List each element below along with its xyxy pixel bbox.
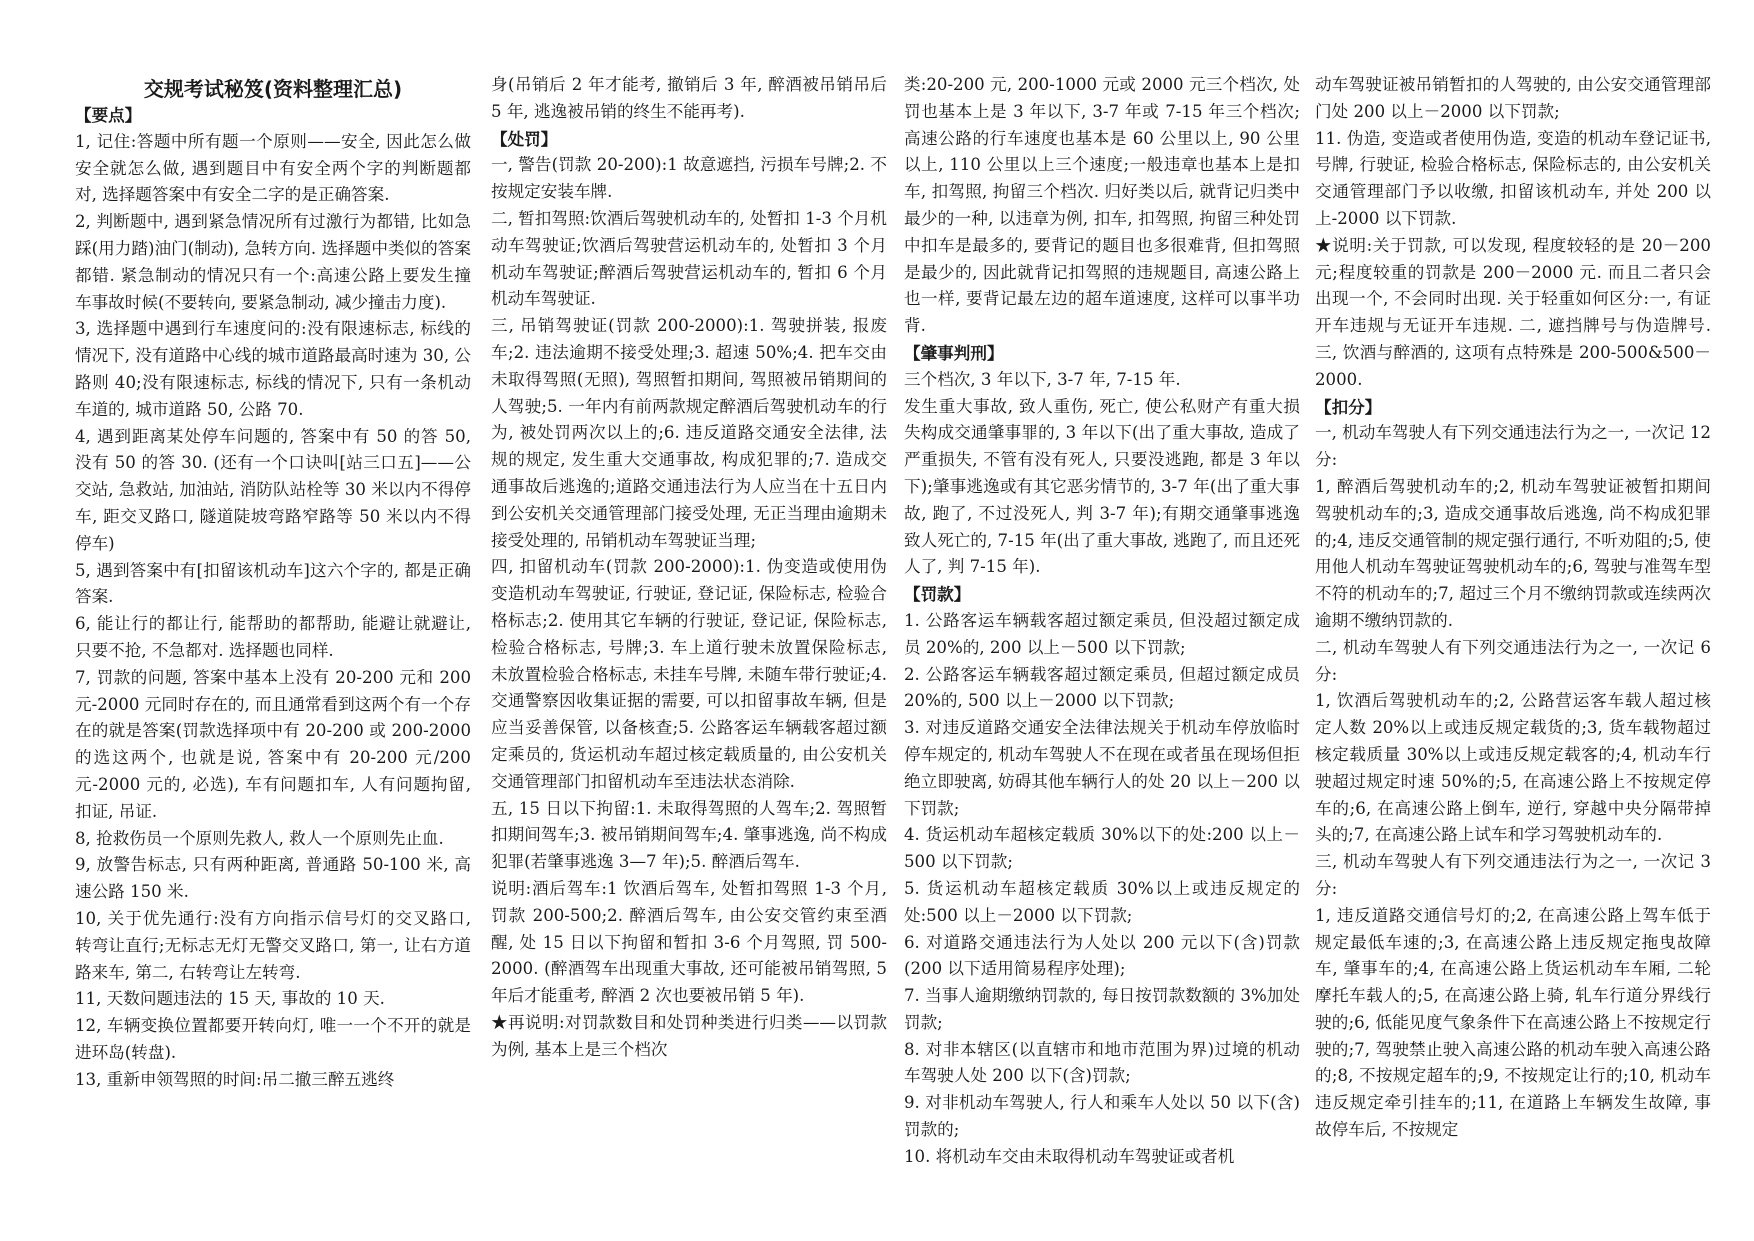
document-title: 交规考试秘笈(资料整理汇总) (143, 77, 403, 101)
paragraph: 身(吊销后 2 年才能考, 撤销后 3 年, 醉酒被吊销吊后 5 年, 逃逸被吊销的终生不能再考). (491, 75, 887, 121)
paragraph: 动车驾驶证被吊销暂扣的人驾驶的, 由公安交通管理部门处 200 以上－2000 以下罚款; (1315, 75, 1711, 121)
paragraph: 1, 记住:答题中所有题一个原则——安全, 因此怎么做安全就怎么做, 遇到题目中有安全两个字的判断题都对, 选择题答案中有安全二字的是正确答案. (75, 131, 471, 205)
paragraph: 13, 重新申领驾照的时间:吊二撤三醉五逃终 (75, 1069, 395, 1089)
section-heading: 【罚款】 (904, 584, 971, 605)
paragraph: ★再说明:对罚款数目和处罚种类进行归类——以罚款为例, 基本上是三个档次 (491, 1012, 887, 1059)
paragraph: 一, 警告(罚款 20-200):1 故意遮挡, 污损车号牌;2. 不按规定安装车牌. (491, 155, 887, 202)
paragraph: 10. 将机动车交由未取得机动车驾驶证或者机 (904, 1146, 1235, 1166)
text-column-3 (904, 72, 1300, 1182)
paragraph: 四, 扣留机动车(罚款 200-2000):1. 伪变造或使用伪变造机动车驾驶证, 行驶证, 登记证, 保险标志, 检验合格标志;2. 使用其它车辆的行驶证, 登记证, 保险标志, 检验合格标志, 号牌;3. 车上道行驶未放置保险标志, 未放置检验合格标志, 未挂车号牌, 未随车带行驶证;4. 交通警察因收集证据的需要, 可以扣留事故车辆, 但是应当妥善保管, 以备核查;5. 公路客运车辆载客超过额定乘员的, 货运机动车超过核定载质量的, 由公安机关交通管理部门扣留机动车至违法状态消除. (491, 557, 887, 791)
paragraph: 1, 违反道路交通信号灯的;2, 在高速公路上驾车低于规定最低车速的;3, 在高速公路上违反规定拖曳故障车, 肇事车的;4, 在高速公路上货运机动车车厢, 二轮摩托车载人的;5, 在高速公路上骑, 轧车行道分界线行驶的;6, 低能见度气象条件下在高速公路上不按规定行驶的;7, 驾驶禁止驶入高速公路的机动车驶入高速公路的;8, 不按规定超车的;9, 不按规定让行的;10, 机动车违反规定牵引挂车的;11, 在道路上车辆发生故障, 事故停车后, 不按规定 (1315, 905, 1711, 1140)
paragraph: 11. 伪造, 变造或者使用伪造, 变造的机动车登记证书, 号牌, 行驶证, 检验合格标志, 保险标志的, 由公安机关交通管理部门予以收缴, 扣留该机动车, 并处 200 以上-2000 以下罚款. (1315, 128, 1711, 228)
paragraph: 三, 机动车驾驶人有下列交通违法行为之一, 一次记 3 分: (1315, 852, 1711, 898)
paragraph: 五, 15 日以下拘留:1. 未取得驾照的人驾车;2. 驾照暂扣期间驾车;3. 被吊销期间驾车;4. 肇事逃逸, 尚不构成犯罪(若肇事逃逸 3—7 年);5. 醉酒后驾车. (491, 798, 887, 872)
section-heading: 【处罚】 (491, 128, 558, 149)
paragraph: 一, 机动车驾驶人有下列交通违法行为之一, 一次记 12 分: (1315, 423, 1711, 470)
paragraph: 8, 抢救伤员一个原则先救人, 救人一个原则先止血. (75, 828, 444, 848)
paragraph: 3, 选择题中遇到行车速度问的:没有限速标志, 标线的情况下, 没有道路中心线的城市道路最高时速为 30, 公路则 40;没有限速标志, 标线的情况下, 只有一条机动车道的, 城市道路 50, 公路 70. (75, 319, 471, 419)
paragraph: 2, 判断题中, 遇到紧急情况所有过激行为都错, 比如急踩(用力踏)油门(制动), 急转方向. 选择题中类似的答案都错. 紧急制动的情况只有一个:高速公路上要发生撞车事故时候(不要转向, 要紧急制动, 减少撞击力度). (75, 212, 471, 312)
paragraph: 9, 放警告标志, 只有两种距离, 普通路 50-100 米, 高速公路 150 米. (75, 855, 471, 902)
paragraph: 4, 遇到距离某处停车问题的, 答案中有 50 的答 50, 没有 50 的答 30. (还有一个口诀叫[站三口五]——公交站, 急救站, 加油站, 消防队站栓等 30 米以内不得停车, 距交叉路口, 隧道陡坡弯路窄路等 50 米以内不得停车) (75, 426, 471, 553)
paragraph: 1, 饮酒后驾驶机动车的;2, 公路营运客车载人超过核定人数 20%以上或违反规定载货的;3, 货车载物超过核定载质量 30%以上或违反规定载客的;4, 机动车行驶超过规定时速 50%的;5, 在高速公路上不按规定停车的;6, 在高速公路上倒车, 逆行, 穿越中央分隔带掉头的;7, 在高速公路上试车和学习驾驶机动车的. (1315, 691, 1711, 845)
paragraph: 二, 暂扣驾照:饮酒后驾驶机动车的, 处暂扣 1-3 个月机动车驾驶证;饮酒后驾驶营运机动车的, 处暂扣 3 个月机动车驾驶证;醉酒后驾驶营运机动车的, 暂扣 6 个月机动车驾驶证. (491, 208, 887, 309)
paragraph: 10, 关于优先通行:没有方向指示信号灯的交叉路口, 转弯让直行;无标志无灯无警交叉路口, 第一, 让右方道路来车, 第二, 右转弯让左转弯. (75, 908, 471, 982)
paragraph: 7. 当事人逾期缴纳罚款的, 每日按罚款数额的 3%加处罚款; (904, 986, 1300, 1032)
paragraph: 发生重大事故, 致人重伤, 死亡, 使公私财产有重大损失构成交通肇事罪的, 3 年以下(出了重大事故, 造成了严重损失, 不管有没有死人, 只要没逃跑, 都是 3 年以下);肇事逃逸或有其它恶劣情节的, 3-7 年(出了重大事故, 跑了, 不过没死人, 判 3-7 年);有期交通肇事逃逸致人死亡的, 7-15 年(出了重大事故, 逃跑了, 而且还死人了, 判 7-15 年). (904, 396, 1300, 577)
paragraph: ★说明:关于罚款, 可以发现, 程度较轻的是 20－200 元;程度较重的罚款是 200－2000 元. 而且二者只会出现一个, 不会同时出现. 关于轻重如何区分:一, 有证开车违规与无证开车违规. 二, 遮挡牌号与伪造牌号. 三, 饮酒与醉酒的, 这项有点特殊是 200-500&500－2000. (1315, 235, 1711, 389)
text-column-1 (75, 72, 471, 1182)
paragraph: 1, 醉酒后驾驶机动车的;2, 机动车驾驶证被暂扣期间驾驶机动车的;3, 造成交通事故后逃逸, 尚不构成犯罪的;4, 违反交通管制的规定强行通行, 不听劝阻的;5, 使用他人机动车驾驶证驾驶机动车的;6, 驾驶与准驾车型不符的机动车的;7, 超过三个月不缴纳罚款或连续两次逾期不缴纳罚款的. (1315, 476, 1711, 630)
paragraph: 11, 天数问题违法的 15 天, 事故的 10 天. (75, 989, 385, 1009)
paragraph: 2. 公路客运车辆载客超过额定乘员, 但超过额定成员 20%的, 500 以上－2000 以下罚款; (904, 664, 1300, 711)
paragraph: 6, 能让行的都让行, 能帮助的都帮助, 能避让就避让, 只要不抢, 不急都对. 选择题也同样. (75, 614, 471, 660)
paragraph: 三个档次, 3 年以下, 3-7 年, 7-15 年. (904, 369, 1181, 389)
paragraph: 三, 吊销驾驶证(罚款 200-2000):1. 驾驶拼装, 报废车;2. 违法逾期不接受处理;3. 超速 50%;4. 把车交由未取得驾照(无照), 驾照暂扣期间, 驾照被吊销期间的人驾驶;5. 一年内有前两款规定醉酒后驾驶机动车的行为, 被处罚两次以上的;6. 违反道路交通安全法律, 法规的规定, 发生重大交通事故, 构成犯罪的;7. 造成交通事故后逃逸的;道路交通违法行为人应当在十五日内到公安机关交通管理部门接受处理, 无正当理由逾期未接受处理的, 吊销机动车驾驶证当理; (491, 316, 887, 550)
section-heading: 【肇事判刑】 (904, 342, 1004, 363)
paragraph: 8. 对非本辖区(以直辖市和地市范围为界)过境的机动车驾驶人处 200 以下(含)罚款; (904, 1039, 1300, 1086)
section-heading: 【要点】 (75, 105, 142, 125)
paragraph: 4. 货运机动车超核定载质 30%以下的处:200 以上－500 以下罚款; (904, 825, 1300, 872)
paragraph: 二, 机动车驾驶人有下列交通违法行为之一, 一次记 6 分: (1315, 637, 1711, 684)
text-column-4 (1315, 72, 1711, 1182)
paragraph: 1. 公路客运车辆载客超过额定乘员, 但没超过额定成员 20%的, 200 以上－500 以下罚款; (904, 610, 1300, 657)
paragraph: 5, 遇到答案中有[扣留该机动车]这六个字的, 都是正确答案. (75, 560, 471, 607)
paragraph: 12, 车辆变换位置都要开转向灯, 唯一一个不开的就是进环岛(转盘). (75, 1016, 471, 1062)
paragraph: 说明:酒后驾车:1 饮酒后驾车, 处暂扣驾照 1-3 个月, 罚款 200-500;2. 醉酒后驾车, 由公安交管约束至酒醒, 处 15 日以下拘留和暂扣 3-6 个月驾照, 罚 500-2000. (醉酒驾车出现重大事故, 还可能被吊销驾照, 5 年后才能重考, 醉酒 2 次也要被吊销 5 年). (491, 878, 887, 1006)
paragraph: 类:20-200 元, 200-1000 元或 2000 元三个档次, 处罚也基本上是 3 年以下, 3-7 年或 7-15 年三个档次;高速公路的行车速度也基本是 60 公里以上, 90 公里以上, 110 公里以上三个速度;一般违章也基本上是扣车, 扣驾照, 拘留三个档次. 归好类以后, 就背记归类中最少的一种, 以违章为例, 扣车, 扣驾照, 拘留三种处罚中扣车是最多的, 要背记的题目也多很难背, 但扣驾照是最少的, 因此就背记扣驾照的违规题目, 高速公路上也一样, 要背记最左边的超车道速度, 这样可以事半功背. (904, 75, 1300, 336)
paragraph: 9. 对非机动车驾驶人, 行人和乘车人处以 50 以下(含)罚款的; (904, 1093, 1300, 1140)
paragraph: 6. 对道路交通违法行为人处以 200 元以下(含)罚款(200 以下适用简易程序处理); (904, 932, 1300, 979)
paragraph: 7, 罚款的问题, 答案中基本上没有 20-200 元和 200 元-2000 元同时存在的, 而且通常看到这两个有一个存在的就是答案(罚款选择项中有 20-200 或 200-2000 的选这两个, 也就是说, 答案中有 20-200 元/200 元-2000 元的, 必选), 车有问题扣车, 人有问题拘留, 扣证, 吊证. (75, 667, 471, 821)
section-heading: 【扣分】 (1315, 396, 1382, 417)
paragraph: 3. 对违反道路交通安全法律法规关于机动车停放临时停车规定的, 机动车驾驶人不在现在或者虽在现场但拒绝立即驶离, 妨碍其他车辆行人的处 20 以上－200 以下罚款; (904, 718, 1300, 818)
text-column-2 (491, 72, 887, 1182)
paragraph: 5. 货运机动车超核定载质 30%以上或违反规定的处:500 以上－2000 以下罚款; (904, 878, 1300, 925)
